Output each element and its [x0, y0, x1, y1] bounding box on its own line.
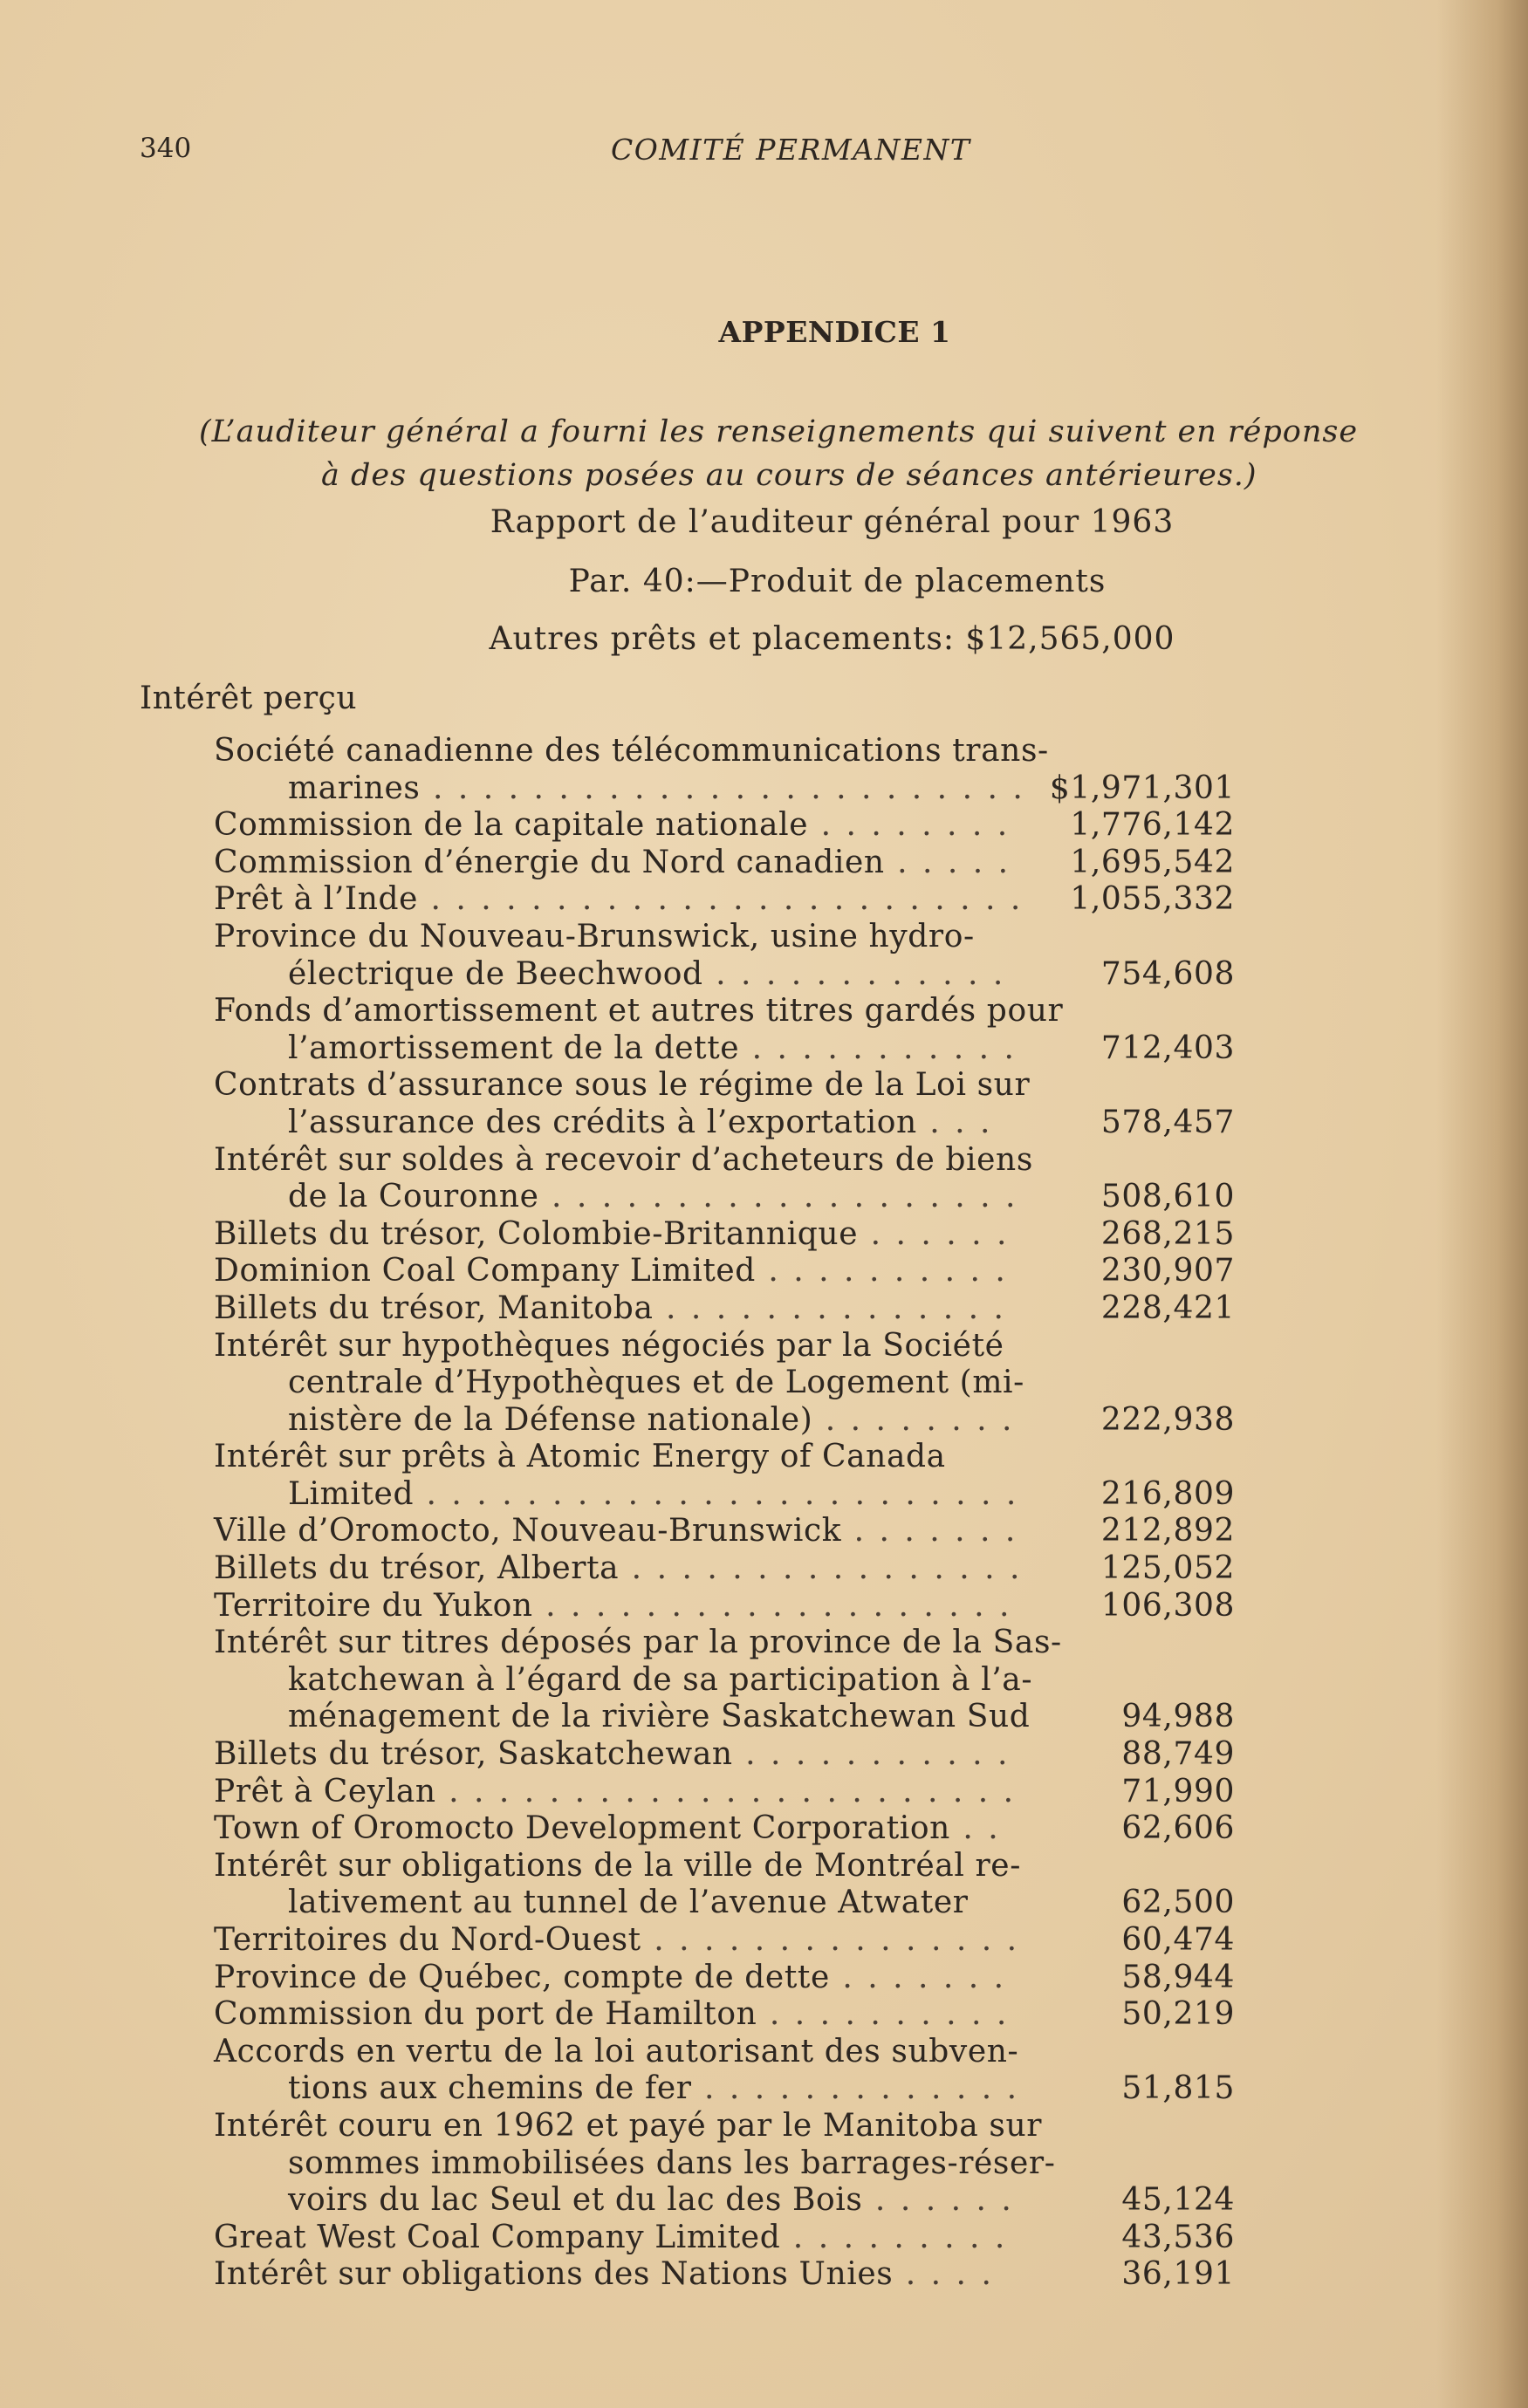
list-item-line [214, 1960, 1235, 1997]
list-item-line [214, 845, 1235, 882]
entry-amount: 51,815 [1121, 2070, 1235, 2107]
dot-leader: . . . . . . . . . . [755, 1253, 1008, 1290]
entry-text: Commission du port de Hamilton [214, 1996, 757, 2033]
appendix-title: APPENDICE 1 [718, 315, 951, 349]
list-item-line [214, 1699, 1235, 1736]
entry-amount: 60,474 [1121, 1922, 1235, 1958]
list-item-line [214, 1030, 1235, 1068]
dot-leader: . . . . . . . . . . . . . . . . [619, 1550, 1023, 1587]
dot-leader: . . . . . . . [841, 1513, 1018, 1549]
entry-amount: 106,308 [1100, 1587, 1235, 1624]
list-item-line [214, 1179, 1235, 1216]
entry-text: Fonds d’amortissement et autres titres gardés pour [214, 993, 1064, 1030]
entry-text: Ville d’Oromocto, Nouveau-Brunswick [214, 1513, 842, 1549]
list-item-line [214, 1290, 1235, 1328]
entry-text: Commission de la capitale nationale [214, 807, 809, 844]
list-item-line [214, 1067, 1235, 1105]
dot-leader: . . . . . . . . . . . . . . . . . . . . . . . . [418, 881, 1024, 918]
list-item-line [214, 1328, 1235, 1365]
intro-line: (L’auditeur général a fourni les renseignements qui suivent en réponse [199, 414, 1359, 449]
entry-text: nistère de la Défense nationale) [288, 1401, 813, 1438]
entry-text: Province du Nouveau-Brunswick, usine hydro- [214, 918, 975, 954]
entry-amount: 71,990 [1121, 1773, 1235, 1809]
entry-text: Dominion Coal Company Limited [214, 1253, 756, 1290]
entry-amount: 222,938 [1100, 1401, 1235, 1438]
dot-leader: . . . [916, 1104, 993, 1140]
dot-leader: . . . . . . . . . [780, 2219, 1008, 2255]
dot-leader: . . . . . [884, 844, 1011, 880]
paragraph-title: Par. 40:—Produit de placements [568, 564, 1107, 599]
entry-amount: 50,219 [1121, 1996, 1235, 2033]
dot-leader: . . . . . . . . . . . . [702, 955, 1006, 992]
entry-amount: 268,215 [1100, 1215, 1235, 1252]
entry-text: Limited [288, 1475, 415, 1512]
entry-text: Accords en vertu de la loi autorisant des subven- [214, 2033, 1019, 2069]
entry-amount: 712,403 [1100, 1030, 1235, 1066]
entry-text: sommes immobilisées dans les barrages-réser- [288, 2145, 1056, 2181]
entry-text: Intérêt sur titres déposés par la province de la Sas- [214, 1625, 1062, 1661]
list-item-line [214, 1142, 1235, 1180]
list-item-line [214, 1885, 1235, 1922]
entry-text: Billets du trésor, Manitoba [214, 1290, 654, 1326]
entry-amount: 36,191 [1121, 2256, 1235, 2293]
dot-leader: . . . . . . [862, 2182, 1014, 2219]
list-item-line [214, 1105, 1235, 1142]
dot-leader: . . . . . . . . . . . [732, 1736, 1011, 1773]
entry-amount: 58,944 [1121, 1959, 1235, 1995]
entry-text: katchewan à l’égard de sa participation à l’a- [288, 1661, 1033, 1698]
loans-heading: Autres prêts et placements: $12,565,000 [489, 621, 1175, 657]
entry-text: Intérêt sur hypothèques négociés par la Société [214, 1327, 1004, 1364]
entry-text: Billets du trésor, Saskatchewan [214, 1736, 733, 1773]
list-item-line [214, 1402, 1235, 1440]
entry-text: Billets du trésor, Colombie-Britannique [214, 1215, 859, 1252]
list-item-line [214, 1848, 1235, 1885]
entry-amount: 230,907 [1100, 1253, 1235, 1290]
list-item-line [214, 1996, 1235, 2034]
list-item-line [214, 881, 1235, 919]
dot-leader: . . . . . . . [829, 1959, 1007, 1995]
list-item-line [214, 1625, 1235, 1662]
interest-list [214, 733, 1235, 2294]
entry-text: Commission d’énergie du Nord canadien [214, 844, 885, 880]
entry-text: ménagement de la rivière Saskatchewan Sud [288, 1699, 1031, 1735]
entry-amount: 94,988 [1121, 1699, 1235, 1735]
entry-text: de la Couronne [288, 1179, 539, 1215]
entry-text: Intérêt sur obligations de la ville de Montréal re- [214, 1847, 1021, 1884]
entry-text: Territoires du Nord-Ouest [214, 1922, 641, 1958]
running-title: COMITÉ PERMANENT [611, 133, 971, 167]
list-item-line [214, 2220, 1235, 2257]
intro-line: à des questions posées au cours de séances antérieures.) [321, 458, 1257, 493]
dot-leader: . . . . . . . . [808, 807, 1011, 844]
entry-amount: $1,971,301 [1049, 770, 1235, 806]
entry-text: Intérêt couru en 1962 et payé par le Manitoba sur [214, 2107, 1043, 2144]
entry-text: Town of Oromocto Development Corporation [214, 1810, 950, 1847]
entry-amount: 508,610 [1100, 1179, 1235, 1215]
dot-leader: . . . . . . . . . . . . . . . [641, 1922, 1020, 1958]
list-item-line [214, 2108, 1235, 2145]
dot-leader: . . . . . . . . . . [757, 1996, 1010, 2033]
dot-leader: . . [949, 1810, 1001, 1847]
list-item-line [214, 993, 1235, 1030]
dot-leader: . . . . . . . . . . . . . . [653, 1290, 1006, 1326]
entry-text: tions aux chemins de fer [288, 2070, 692, 2107]
entry-text: marines [288, 770, 421, 806]
report-title: Rapport de l’auditeur général pour 1963 [490, 504, 1175, 540]
list-item-line [214, 2256, 1235, 2294]
entry-text: Province de Québec, compte de dette [214, 1959, 830, 1995]
list-item-line [214, 1774, 1235, 1811]
dot-leader: . . . . . . . . . . . . . [691, 2070, 1020, 2107]
entry-text: Prêt à l’Inde [214, 881, 419, 918]
page-number: 340 [140, 133, 192, 164]
dot-leader: . . . . . . . . . . . [739, 1030, 1017, 1066]
list-item-line [214, 1365, 1235, 1402]
entry-amount: 1,776,142 [1070, 807, 1235, 844]
list-item-line [214, 807, 1235, 845]
dot-leader: . . . . . . . . . . . . . . . . . . . . . . . . [420, 770, 1025, 806]
entry-amount: 578,457 [1100, 1104, 1235, 1140]
entry-text: l’amortissement de la dette [288, 1030, 740, 1066]
list-item-line [214, 1216, 1235, 1254]
entry-text: Prêt à Ceylan [214, 1773, 436, 1809]
dot-leader: . . . . . . . . . . . . . . . . . . . [532, 1587, 1012, 1624]
entry-text: Great West Coal Company Limited [214, 2219, 781, 2255]
entry-text: Territoire du Yukon [214, 1587, 533, 1624]
entry-text: Contrats d’assurance sous le régime de la Loi sur [214, 1067, 1031, 1104]
list-item-line [214, 1513, 1235, 1550]
entry-text: Intérêt sur soldes à recevoir d’acheteurs de biens [214, 1141, 1033, 1178]
list-item-line [214, 1439, 1235, 1476]
list-item-line [214, 1476, 1235, 1514]
entry-amount: 43,536 [1121, 2219, 1235, 2255]
list-item-line [214, 1736, 1235, 1774]
list-item-line [214, 956, 1235, 994]
list-item-line [214, 2182, 1235, 2220]
entry-text: Intérêt sur prêts à Atomic Energy of Canada [214, 1439, 946, 1475]
dot-leader: . . . . . . . . . . . . . . . . . . . . . . . [435, 1773, 1017, 1809]
list-item-line [214, 2145, 1235, 2183]
list-item-line [214, 1662, 1235, 1700]
dot-leader: . . . . . . . . . . . . . . . . . . . [538, 1179, 1018, 1215]
entry-text: l’assurance des crédits à l’exportation [288, 1104, 917, 1140]
list-item-line [214, 1550, 1235, 1588]
list-item-line [214, 2070, 1235, 2108]
section-heading: Intérêt perçu [140, 681, 358, 716]
list-item-line [214, 919, 1235, 956]
entry-amount: 88,749 [1121, 1736, 1235, 1773]
entry-text: voirs du lac Seul et du lac des Bois [288, 2182, 863, 2219]
entry-amount: 1,695,542 [1070, 844, 1235, 880]
entry-text: lativement au tunnel de l’avenue Atwater [288, 1885, 969, 1921]
entry-text: Société canadienne des télécommunications trans- [214, 733, 1049, 769]
entry-text: Billets du trésor, Alberta [214, 1550, 620, 1587]
intro-note [199, 410, 1403, 497]
entry-text: Intérêt sur obligations des Nations Unies [214, 2256, 894, 2293]
dot-leader: . . . . . . . . [812, 1401, 1015, 1438]
entry-amount: 212,892 [1100, 1513, 1235, 1549]
entry-amount: 62,606 [1121, 1810, 1235, 1847]
list-item-line [214, 2034, 1235, 2071]
entry-amount: 228,421 [1100, 1290, 1235, 1326]
entry-amount: 216,809 [1100, 1475, 1235, 1512]
entry-text: électrique de Beechwood [288, 955, 703, 992]
entry-amount: 125,052 [1100, 1550, 1235, 1587]
entry-text: centrale d’Hypothèques et de Logement (mi- [288, 1365, 1024, 1401]
entry-amount: 754,608 [1100, 955, 1235, 992]
dot-leader: . . . . . . [858, 1215, 1010, 1252]
dot-leader: . . . . . . . . . . . . . . . . . . . . . . . . [414, 1475, 1019, 1512]
dot-leader: . . . . [893, 2256, 994, 2293]
running-header [140, 133, 1344, 173]
list-item-line [214, 770, 1235, 808]
list-item-line [214, 1810, 1235, 1848]
entry-amount: 1,055,332 [1070, 881, 1235, 918]
list-item-line [214, 733, 1235, 770]
list-item-line [214, 1588, 1235, 1625]
list-item-line [214, 1922, 1235, 1960]
entry-amount: 45,124 [1121, 2182, 1235, 2219]
list-item-line [214, 1253, 1235, 1290]
entry-amount: 62,500 [1121, 1885, 1235, 1921]
